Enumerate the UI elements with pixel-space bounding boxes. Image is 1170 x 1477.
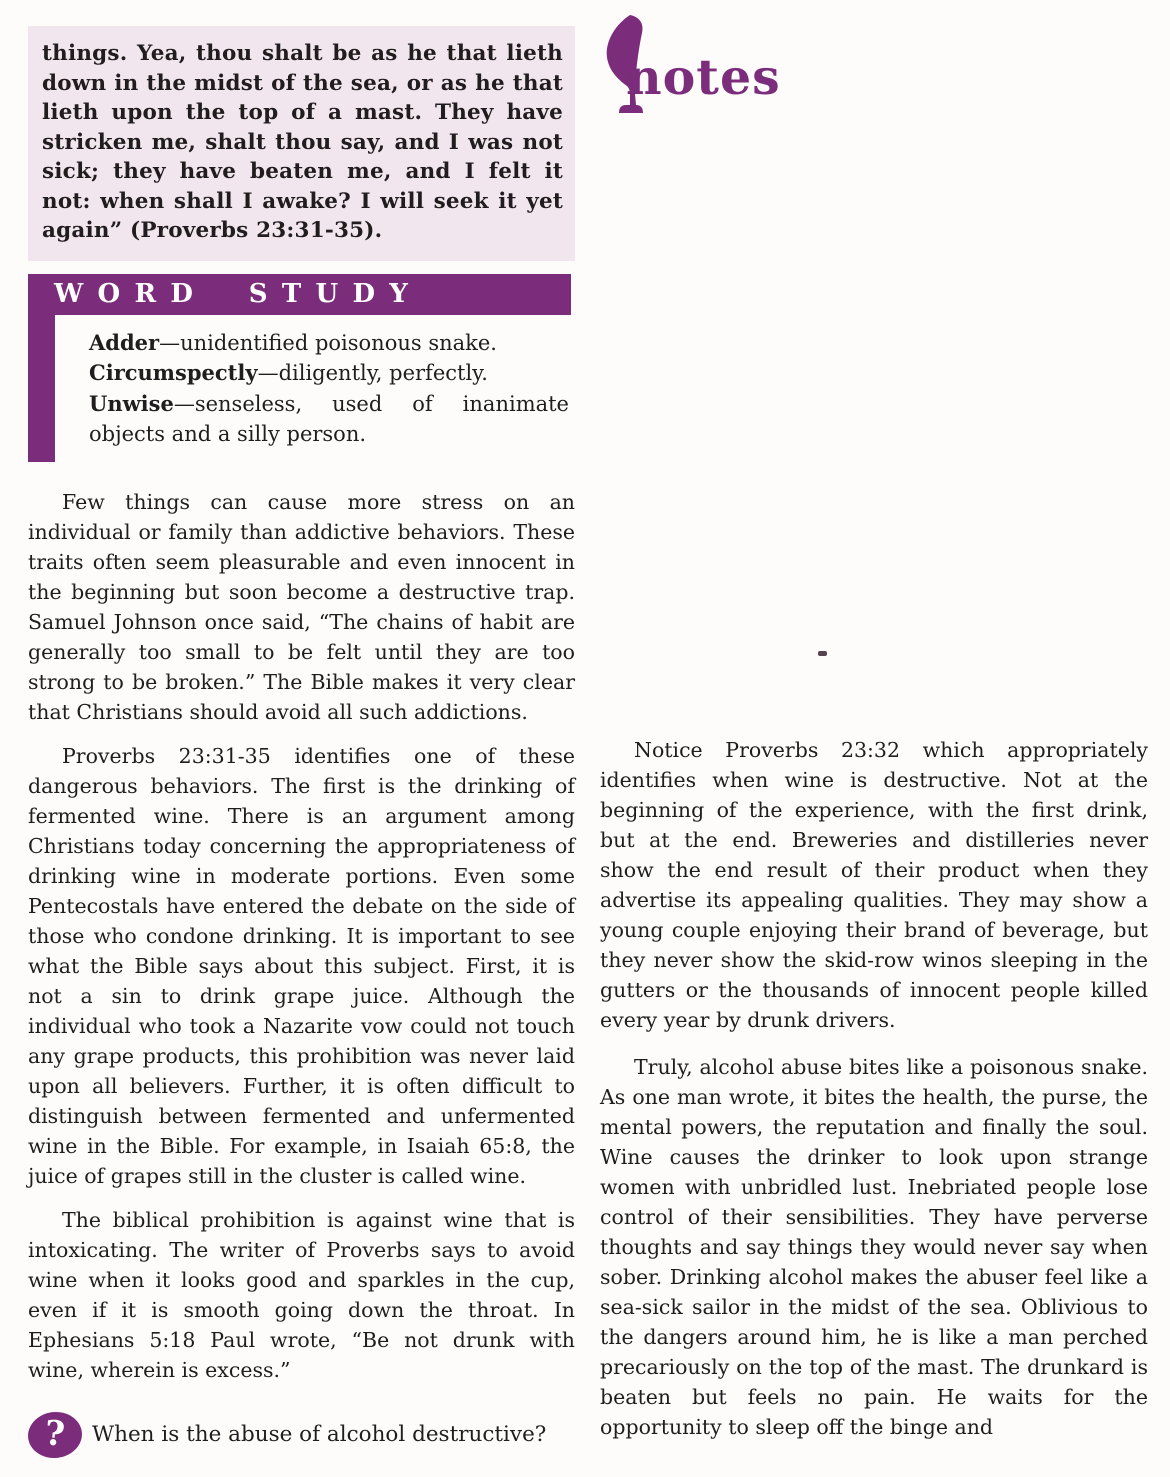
body-paragraph: Proverbs 23:31-35 identifies one of these dangerous behaviors. The first is the drinking of fermented wine. There is an argument among Christians today concerning the appropriateness of drinking wine in moderate portions. Even some Pentecostals have entered the debate on the side of those who condone drinking. It is important to see what the Bible says about this subject. First, it is not a sin to drink grape juice. Although the individual who took a Nazarite vow could not touch any grape products, this prohibition was never laid upon all believers. Further, it is often difficult to distinguish between fermented and unfermented wine in the Bible. For example, in Isaiah 65:8, the juice of grapes still in the cluster is called wine. bbox=[28, 743, 575, 1188]
word-study-definition: —diligently, perfectly. bbox=[257, 361, 488, 385]
word-study-box bbox=[28, 315, 571, 462]
word-study-term: Unwise bbox=[89, 390, 174, 416]
left-column bbox=[28, 0, 575, 1458]
word-study-entry bbox=[89, 328, 569, 359]
question-mark-glyph: ? bbox=[43, 1412, 67, 1455]
word-study-banner: WORD STUDY bbox=[28, 274, 571, 315]
scripture-quote-block: things. Yea, thou shalt be as he that lieth down in the midst of the sea, or as he that lieth upon the top of a mast. They have stricken me, shalt thou say, and I was not sick; they have beaten me, and I felt it not: when shall I awake? I will seek it yet again” (Proverbs 23:31-35). bbox=[28, 26, 575, 261]
study-question-row bbox=[28, 1412, 575, 1458]
word-study-definition: —senseless, used of inanimate objects and a silly person. bbox=[89, 391, 569, 446]
scan-artifact bbox=[818, 651, 827, 656]
word-study-entry bbox=[89, 358, 569, 389]
body-paragraph: The biblical prohibition is against wine that is intoxicating. The writer of Proverbs says to avoid wine when it looks good and sparkles in the cup, even if it is smooth going down the throat. In Ephesians 5:18 Paul wrote, “Be not drunk with wine, wherein is excess.” bbox=[28, 1207, 575, 1382]
notes-header bbox=[600, 14, 820, 124]
word-study-term: Adder bbox=[89, 329, 160, 355]
question-mark-icon bbox=[26, 1409, 85, 1460]
body-paragraph: Notice Proverbs 23:32 which appropriately identifies when wine is destructive. Not at the beginning of the experience, with the first drink, but at the end. Breweries and distilleries never show the end result of their product when they advertise its appealing qualities. They may show a young couple enjoying their brand of beverage, but they never show the skid-row winos sleeping in the gutters or the thousands of innocent people killed every year by drunk drivers. bbox=[600, 738, 1148, 1032]
right-column-text bbox=[600, 735, 1148, 1442]
notes-label: notes bbox=[626, 48, 781, 106]
word-study-term: Circumspectly bbox=[89, 360, 258, 385]
word-study-entry bbox=[89, 389, 569, 450]
study-question-text: When is the abuse of alcohol destructive? bbox=[92, 1421, 547, 1447]
right-column bbox=[600, 0, 1148, 1477]
body-paragraph: Few things can cause more stress on an individual or family than addictive behaviors. These traits often seem pleasurable and even innocent in the beginning but soon become a destructive trap. Samuel Johnson once said, “The chains of habit are generally too small to be felt until they are too strong to be broken.” The Bible makes it very clear that Christians should avoid all such addictions. bbox=[28, 489, 575, 724]
word-study-definition: —unidentified poisonous snake. bbox=[159, 330, 497, 355]
body-paragraph: Truly, alcohol abuse bites like a poisonous snake. As one man wrote, it bites the health, the purse, the mental powers, the reputation and finally the soul. Wine causes the drinker to look upon strange women with unbridled lust. Inebriated people lose control of their sensibilities. They have perverse thoughts and say things they would never say when sober. Drinking alcohol makes the abuser feel like a sea-sick sailor in the midst of the sea. Oblivious to the dangers around him, he is like a man perched precariously on the top of the mast. The drunkard is beaten but feels no pain. He waits for the opportunity to sleep off the binge and bbox=[600, 1055, 1148, 1439]
